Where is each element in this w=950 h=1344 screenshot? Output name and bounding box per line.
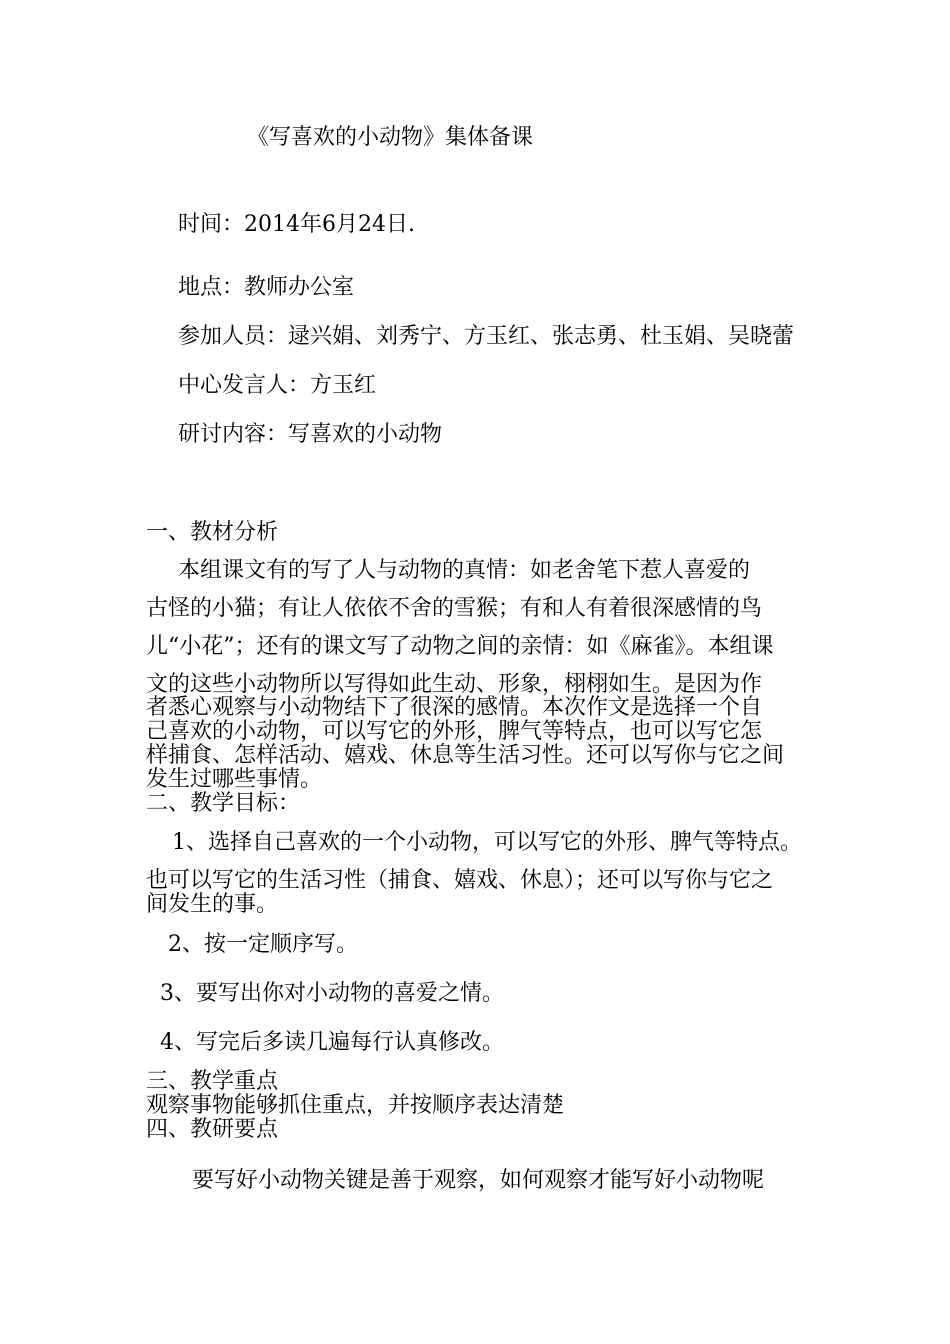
goal-item: 3、要写出你对小动物的喜爱之情。 bbox=[160, 981, 504, 1006]
paragraph-line: 儿“小花”；还有的课文写了动物之间的亲情：如《麻雀》。本组课 bbox=[146, 634, 774, 659]
paragraph-line: 己喜欢的小动物，可以写它的外形，脾气等特点，也可以写它怎 bbox=[146, 719, 763, 744]
section-heading: 二、教学目标： bbox=[146, 791, 301, 816]
paragraph-line: 发生过哪些事情。 bbox=[146, 767, 323, 792]
meeting-speaker: 中心发言人：方玉红 bbox=[178, 373, 377, 398]
section-heading: 三、教学重点 bbox=[146, 1069, 279, 1094]
document-title: 《写喜欢的小动物》集体备课 bbox=[247, 125, 534, 150]
paragraph-line: 本组课文有的写了人与动物的真情：如老舍笔下惹人喜爱的 bbox=[178, 558, 751, 583]
meeting-participants: 参加人员：逯兴娟、刘秀宁、方玉红、张志勇、杜玉娟、吴晓蕾 bbox=[178, 324, 795, 349]
goal-item: 4、写完后多读几遍每行认真修改。 bbox=[160, 1030, 504, 1055]
meeting-place: 地点：教师办公室 bbox=[178, 275, 355, 300]
paragraph-line: 古怪的小猫；有让人依依不舍的雪猴；有和人有着很深感情的鸟 bbox=[146, 596, 763, 621]
section-heading: 四、教研要点 bbox=[146, 1117, 279, 1142]
goal-item: 1、选择自己喜欢的一个小动物，可以写它的外形、脾气等特点。 bbox=[172, 830, 802, 855]
section-text: 观察事物能够抓住重点，并按顺序表达清楚 bbox=[146, 1093, 565, 1118]
paragraph-line: 文的这些小动物所以写得如此生动、形象，栩栩如生。是因为作 bbox=[146, 672, 763, 697]
goal-item-continued: 间发生的事。 bbox=[146, 892, 279, 917]
meeting-time: 时间：2014年6月24日. bbox=[178, 212, 415, 237]
meeting-topic: 研讨内容：写喜欢的小动物 bbox=[178, 422, 443, 447]
paragraph-line: 者悉心观察与小动物结下了很深的感情。本次作文是选择一个自 bbox=[146, 695, 763, 720]
paragraph-line: 样捕食、怎样活动、嬉戏、休息等生活习性。还可以写你与它之间 bbox=[146, 743, 785, 768]
section-heading: 一、教材分析 bbox=[146, 520, 279, 545]
goal-item: 2、按一定顺序写。 bbox=[168, 932, 358, 957]
goal-item-continued: 也可以写它的生活习性（捕食、嬉戏、休息）；还可以写你与它之 bbox=[146, 868, 774, 893]
section-text: 要写好小动物关键是善于观察，如何观察才能写好小动物呢 bbox=[192, 1168, 765, 1193]
